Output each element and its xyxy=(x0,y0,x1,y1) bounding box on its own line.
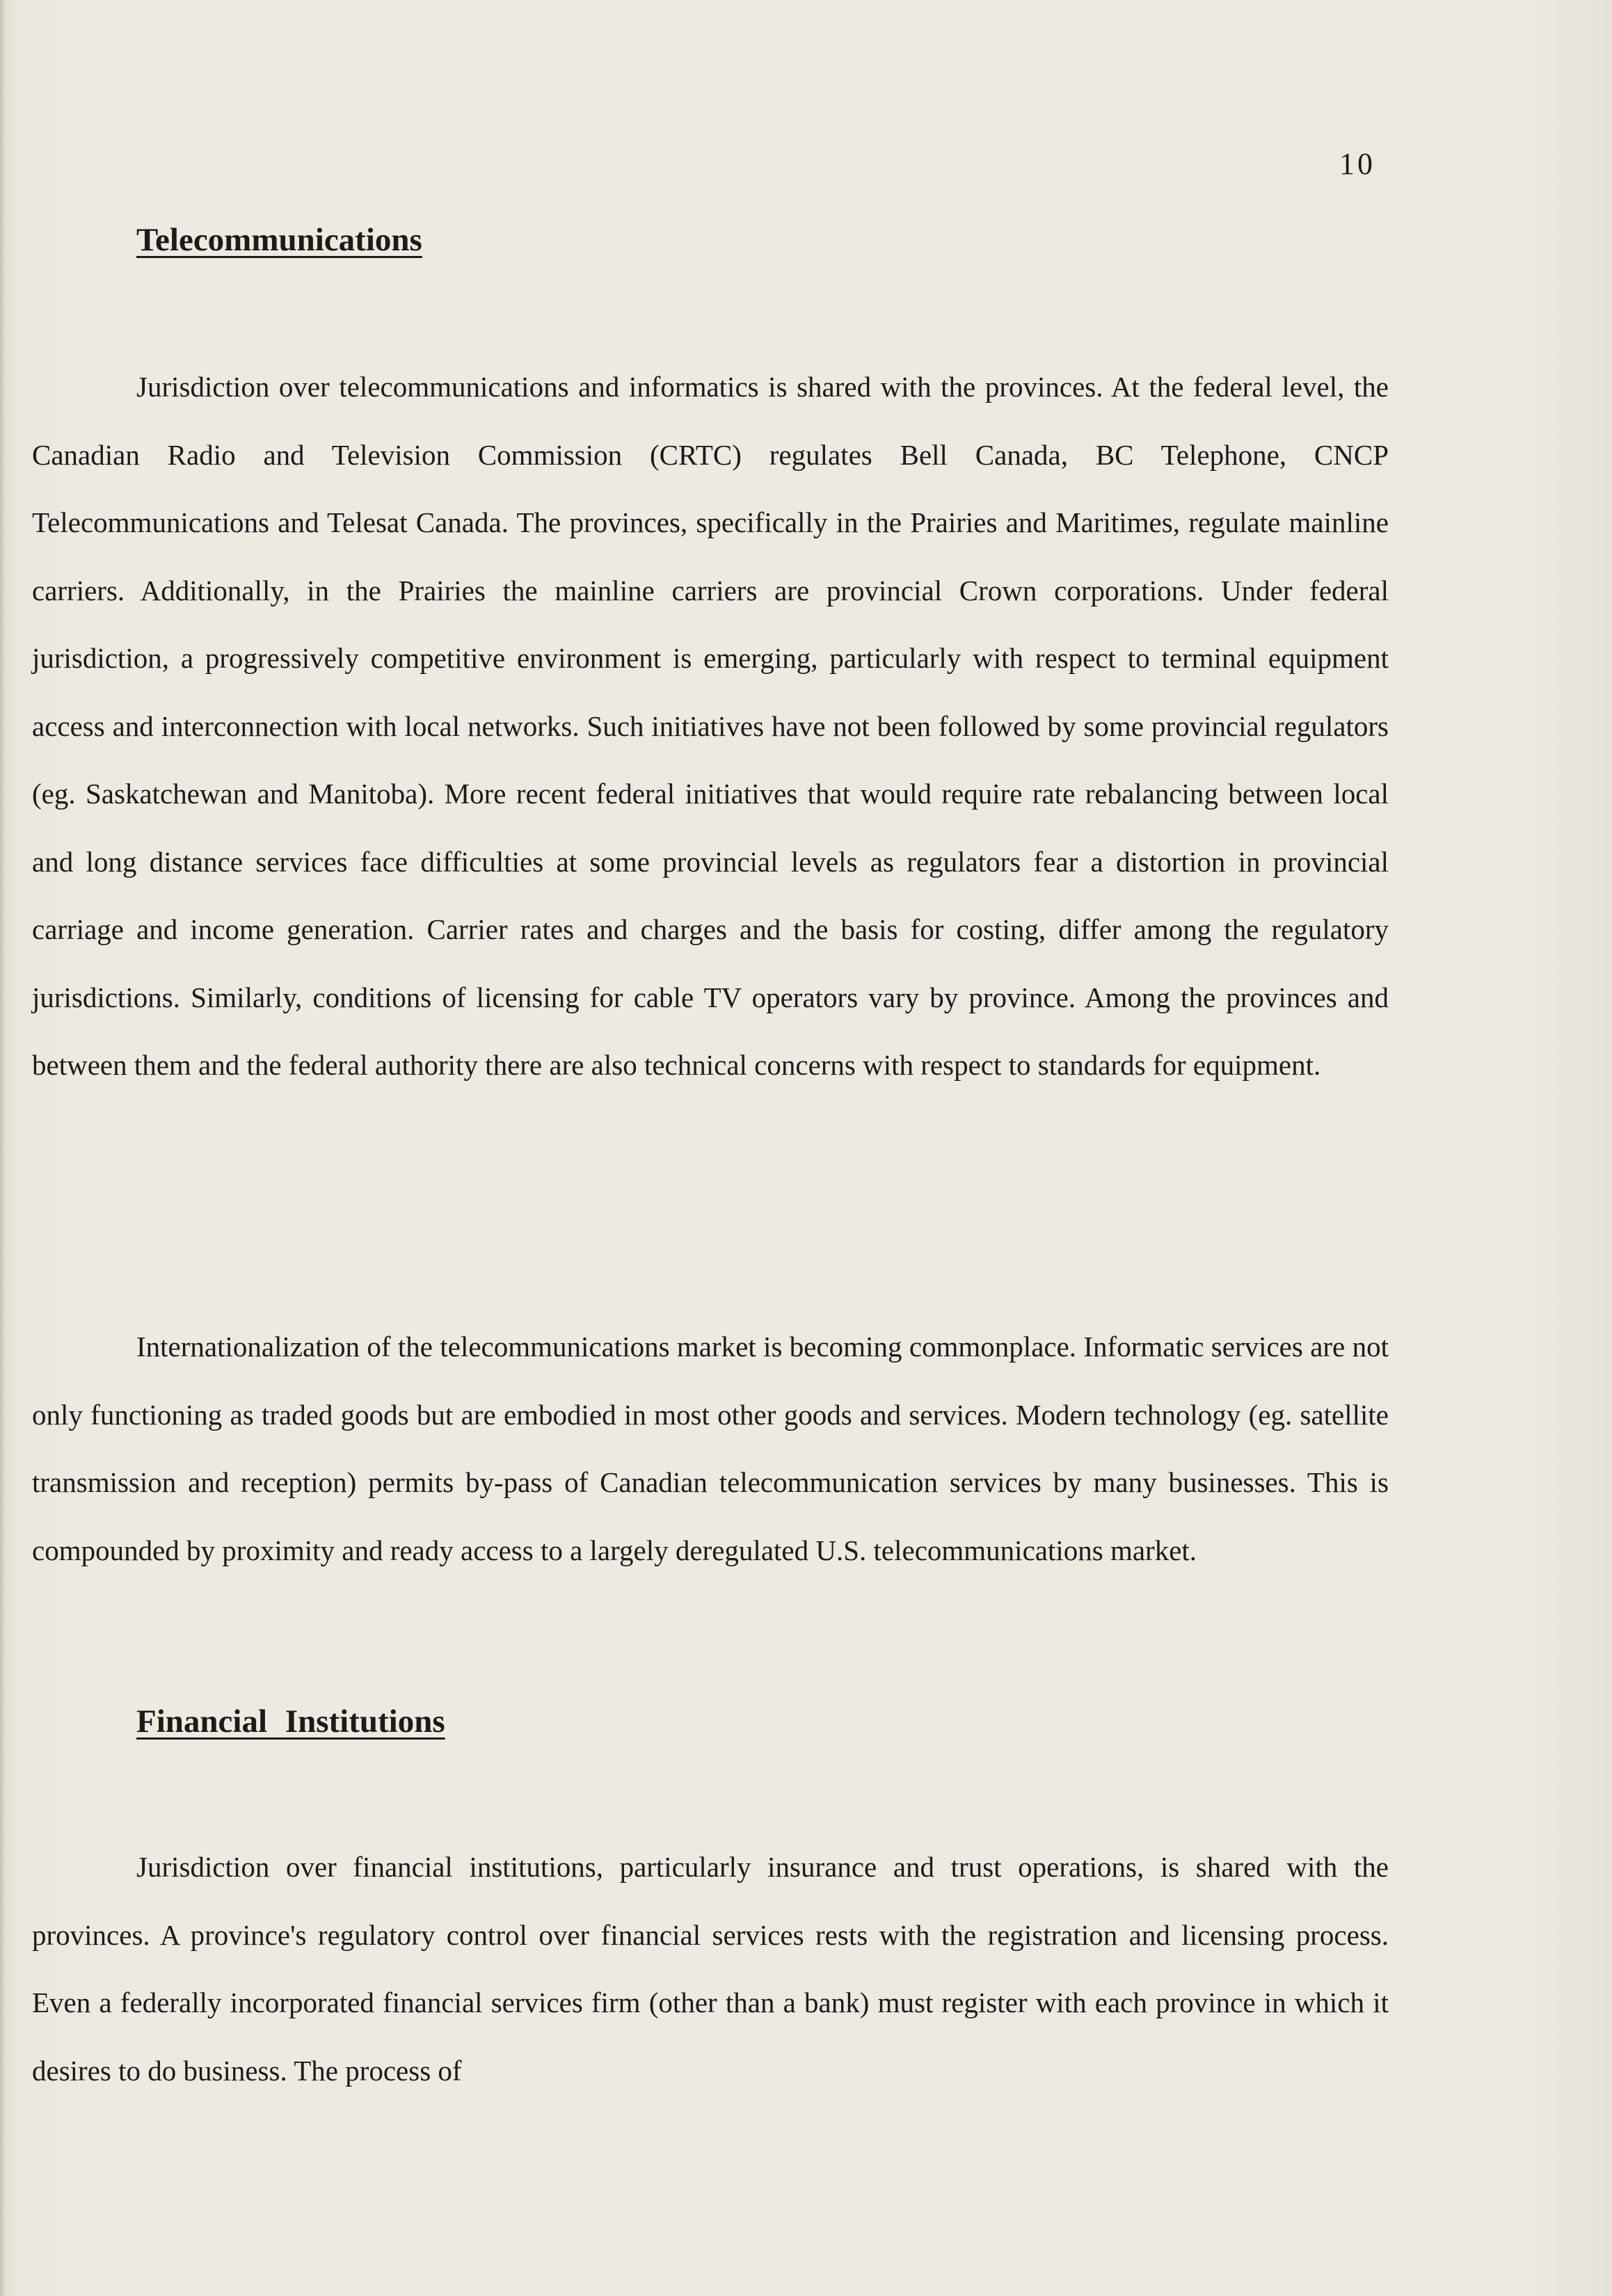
page-number: 10 xyxy=(1339,147,1375,181)
paragraph-financial-jurisdiction: Jurisdiction over financial institutions, particularly insurance and trust operations, is shared with the provinces. A province's regulatory control over financial services rests with the registration and licensing process. Even a federally incorporated financial services firm (other than a bank) must register with each province in which it desires to do business. The process of xyxy=(32,1851,1389,2087)
page-binding-edge xyxy=(0,0,6,2296)
section-heading-telecommunications: Telecommunications xyxy=(136,222,422,258)
section-heading-financial-institutions: Financial Institutions xyxy=(136,1703,445,1740)
paragraph-telecom-jurisdiction: Jurisdiction over telecommunications and informatics is shared with the provinces. At the federal level, the Canadian Radio and Television Commission (CRTC) regulates Bell Canada, BC Telephone, CNCP Telecommunications and Telesat Canada. The provinces, specifically in the Prairies and Maritimes, regulate mainline carriers. Additionally, in the Prairies the mainline carriers are provincial Crown corporations. Under federal jurisdiction, a progressively competitive environment is emerging, particularly with respect to terminal equipment access and interconnection with local networks. Such initiatives have not been followed by some provincial regulators (eg. Saskatchewan and Manitoba). More recent federal initiatives that would require rate rebalancing between local and long distance services face difficulties at some provincial levels as regulators fear a distortion in provincial carriage and income generation. Carrier rates and charges and the basis for costing, differ among the regulatory jurisdictions. Similarly, conditions of licensing for cable TV operators vary by province. Among the provinces and between them and the federal authority there are also technical concerns with respect to standards for equipment. xyxy=(32,371,1389,1081)
paragraph-telecom-internationalization: Internationalization of the telecommunications market is becoming commonplace. Informatic services are not only functioning as traded goods but are embodied in most other goods and services. Modern technology (eg. satellite transmission and reception) permits by-pass of Canadian telecommunication services by many businesses. This is compounded by proximity and ready access to a largely deregulated U.S. telecommunications market. xyxy=(32,1331,1389,1566)
